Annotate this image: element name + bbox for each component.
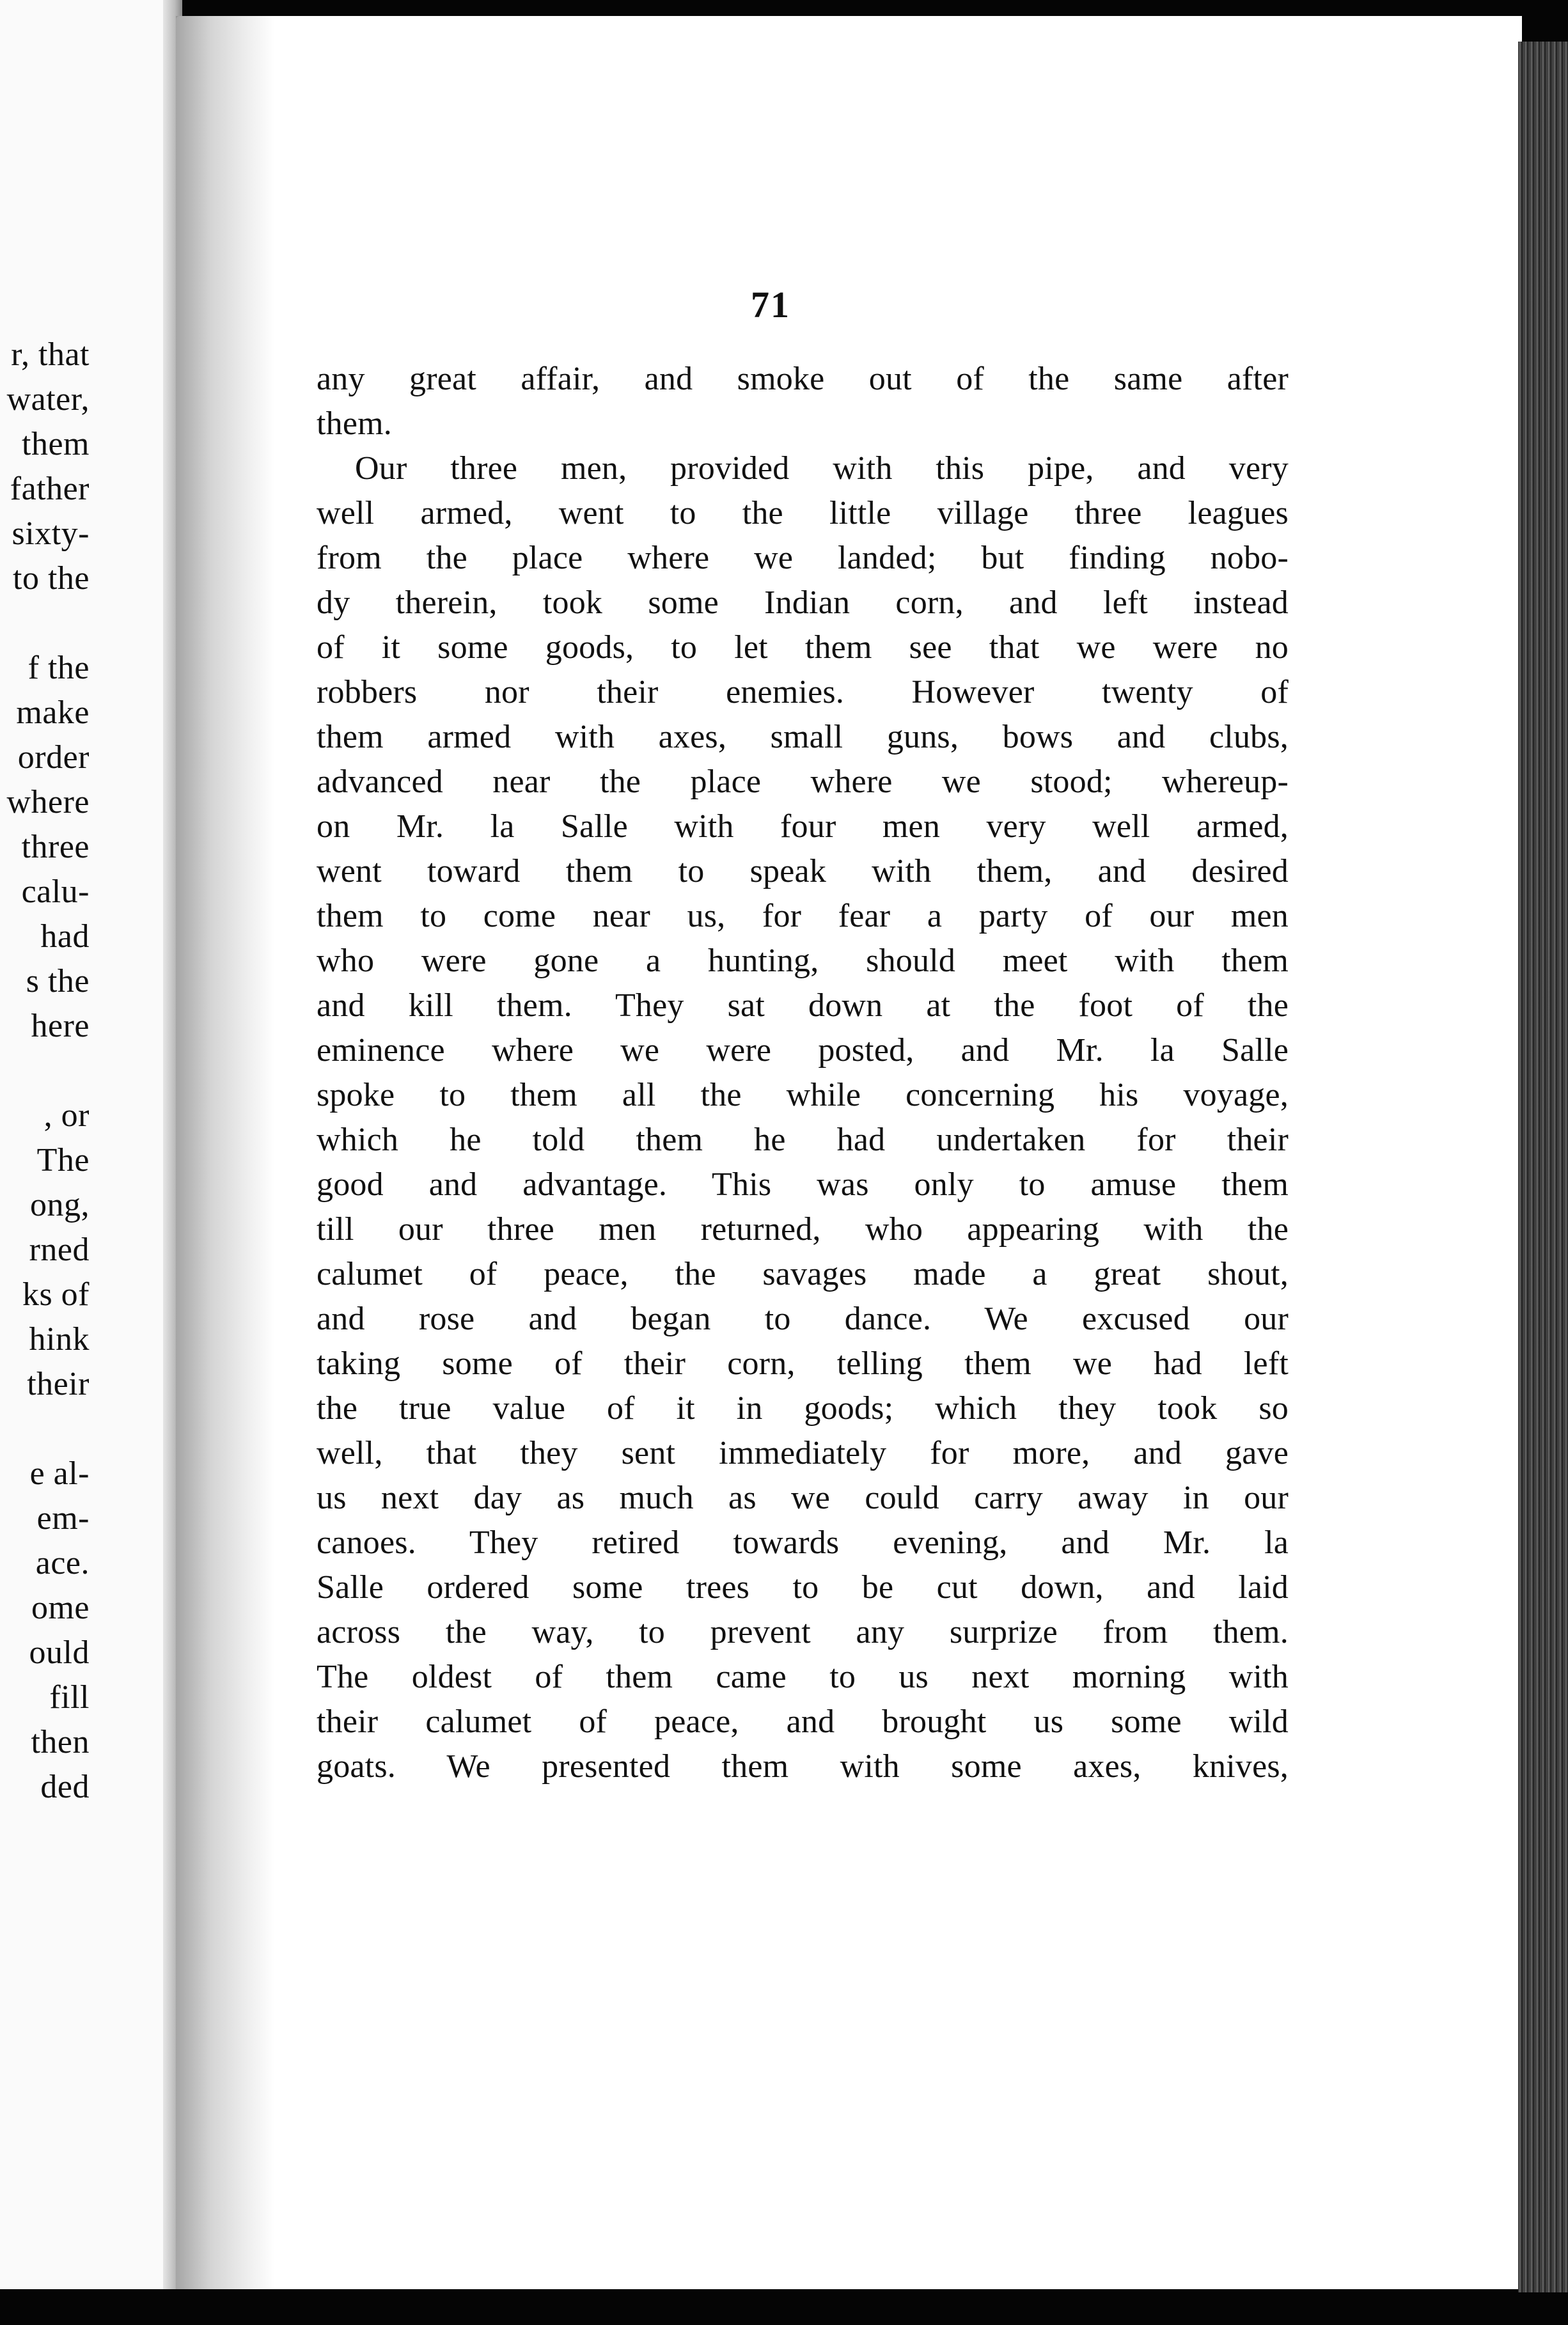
text-line: well, that they sent immediately for more, and gave <box>317 1435 1289 1471</box>
left-line: f the <box>27 650 90 686</box>
text-line: and rose and began to dance. We excused our <box>317 1301 1289 1337</box>
text-line: their calumet of peace, and brought us some wild <box>317 1703 1289 1740</box>
text-line: canoes. They retired towards evening, and Mr. la <box>317 1524 1289 1561</box>
left-line: ome <box>31 1590 90 1626</box>
text-line: goats. We presented them with some axes, knives, <box>317 1748 1289 1785</box>
text-line: went toward them to speak with them, and desired <box>317 853 1289 889</box>
left-line: then <box>31 1724 90 1760</box>
left-line: rned <box>29 1232 90 1268</box>
text-line: the true value of it in goods; which they took so <box>317 1390 1289 1427</box>
text-line: them. <box>317 405 392 442</box>
left-line: order <box>17 739 90 776</box>
left-line: sixty- <box>12 515 90 552</box>
text-line: spoke to them all the while concerning his voyage, <box>317 1077 1289 1113</box>
left-line: water, <box>6 381 90 418</box>
right-page <box>176 16 1522 2289</box>
left-line: The <box>36 1142 90 1178</box>
text-line: The oldest of them came to us next morning with <box>317 1659 1289 1695</box>
left-line <box>0 601 90 646</box>
left-line: them <box>22 426 90 462</box>
text-line: robbers nor their enemies. However twenty of <box>317 674 1289 710</box>
text-line: good and advantage. This was only to amuse them <box>317 1166 1289 1203</box>
book-fore-edge <box>1518 42 1568 2292</box>
left-line: ould <box>29 1634 90 1671</box>
text-line: us next day as much as we could carry away in our <box>317 1480 1289 1516</box>
left-line: calu- <box>21 873 90 910</box>
text-line: any great affair, and smoke out of the same after <box>317 361 1289 397</box>
left-page <box>0 0 182 2289</box>
text-line: and kill them. They sat down at the foot of the <box>317 987 1289 1024</box>
left-line: here <box>31 1008 90 1044</box>
spine-shadow <box>176 16 275 2289</box>
text-line: across the way, to prevent any surprize from them. <box>317 1614 1289 1650</box>
text-line: eminence where we were posted, and Mr. la Salle <box>317 1032 1289 1069</box>
text-line: from the place where we landed; but finding nobo- <box>317 540 1289 576</box>
page-number: 71 <box>751 284 790 325</box>
left-line: fill <box>49 1679 90 1716</box>
left-line: make <box>16 694 90 731</box>
left-line: ks of <box>22 1276 90 1313</box>
left-line: ace. <box>35 1545 90 1581</box>
text-line: them armed with axes, small guns, bows and clubs, <box>317 719 1289 755</box>
text-line: on Mr. la Salle with four men very well armed, <box>317 808 1289 845</box>
left-line: em- <box>36 1500 90 1537</box>
left-line: r, that <box>11 336 90 373</box>
left-page-text <box>0 333 90 1810</box>
left-line: three <box>21 829 90 865</box>
left-line: father <box>10 471 90 507</box>
left-line: had <box>40 918 90 955</box>
left-line: hink <box>29 1321 90 1358</box>
text-line: of it some goods, to let them see that we were no <box>317 629 1289 666</box>
body-text <box>317 357 1289 1789</box>
text-line: who were gone a hunting, should meet with them <box>317 943 1289 979</box>
left-line <box>0 1049 90 1093</box>
text-line: Salle ordered some trees to be cut down, and laid <box>317 1569 1289 1606</box>
left-line: , or <box>43 1097 90 1134</box>
text-line: dy therein, took some Indian corn, and left instead <box>317 584 1289 621</box>
left-line: ded <box>40 1769 90 1805</box>
left-line <box>0 1407 90 1452</box>
left-line: ong, <box>30 1187 90 1223</box>
left-line: their <box>27 1366 90 1402</box>
text-line: calumet of peace, the savages made a great shout, <box>317 1256 1289 1292</box>
text-line: advanced near the place where we stood; whereup- <box>317 763 1289 800</box>
left-line: where <box>6 784 90 820</box>
left-line: s the <box>26 963 90 999</box>
left-line: e al- <box>29 1455 90 1492</box>
text-line: Our three men, provided with this pipe, and very <box>355 450 1289 487</box>
text-line: them to come near us, for fear a party of our men <box>317 898 1289 934</box>
text-line: taking some of their corn, telling them we had left <box>317 1345 1289 1382</box>
text-line: well armed, went to the little village three leagues <box>317 495 1289 531</box>
text-line: which he told them he had undertaken for their <box>317 1122 1289 1158</box>
left-line: to the <box>13 560 90 597</box>
text-line: till our three men returned, who appearing with the <box>317 1211 1289 1248</box>
